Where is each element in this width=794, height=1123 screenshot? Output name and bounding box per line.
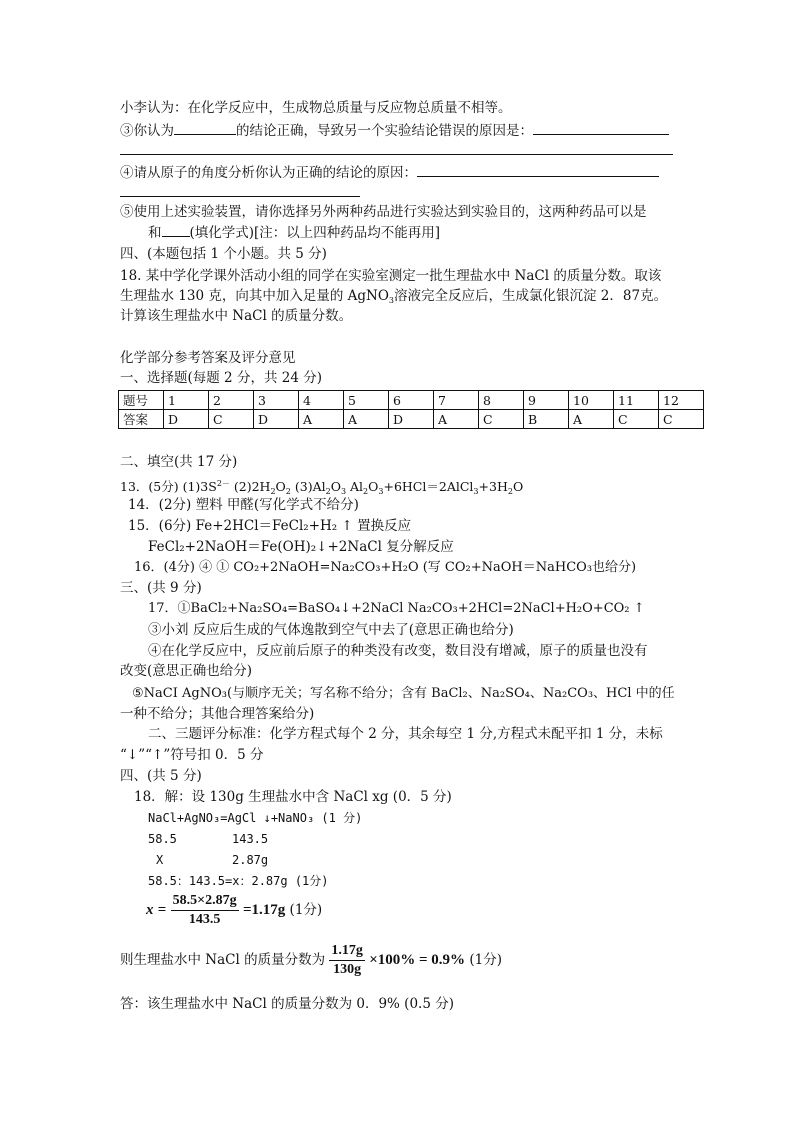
denominator: 143.5 bbox=[188, 912, 221, 927]
section-heading: 四、(本题包括 1 个小题。共 5 分) bbox=[120, 246, 327, 262]
section-heading: 四、(共 5 分) bbox=[120, 768, 202, 784]
table-cell: 5 bbox=[344, 391, 389, 410]
text-line: 计算该生理盐水中 NaCl 的质量分数。 bbox=[120, 308, 353, 324]
percentage-equation bbox=[120, 942, 502, 979]
section-heading: 三、(共 9 分) bbox=[120, 580, 202, 596]
table-cell: 3 bbox=[254, 391, 299, 410]
text-span: 生理盐水 130 克，向其中加入足量的 AgNO bbox=[120, 288, 389, 304]
table-cell: 9 bbox=[524, 391, 569, 410]
question-4-line bbox=[120, 162, 659, 183]
superscript: 2－ bbox=[216, 479, 230, 488]
table-cell: C bbox=[659, 410, 704, 429]
table-cell: B bbox=[524, 410, 569, 429]
fraction-equation bbox=[146, 892, 322, 929]
table-cell: 10 bbox=[569, 391, 614, 410]
result: ×100% = 0.9% bbox=[369, 952, 466, 968]
table-cell: C bbox=[614, 410, 659, 429]
text-span: O bbox=[512, 479, 524, 494]
table-cell: C bbox=[209, 410, 254, 429]
question-5-line bbox=[148, 222, 440, 243]
result: =1.17g bbox=[242, 902, 286, 918]
table-cell: D bbox=[164, 410, 209, 429]
subscript: 2 bbox=[270, 487, 276, 496]
answer-line bbox=[120, 154, 673, 155]
answer-17-b: ③小刘 反应后生成的气体逸散到空气中去了(意思正确也给分) bbox=[148, 622, 514, 638]
q5-and: 和 bbox=[148, 225, 162, 241]
numerator: 58.5×2.87g bbox=[171, 892, 239, 911]
numerator: 1.17g bbox=[329, 942, 365, 961]
variable: x bbox=[146, 902, 154, 918]
solution-line: 58.5：143.5=x：2.87g (1分) bbox=[148, 874, 329, 888]
q5-note: (填化学式)[注：以上四种药品均不能再用] bbox=[189, 225, 441, 241]
fraction bbox=[329, 942, 365, 979]
text-span: (3)Al bbox=[290, 479, 326, 494]
text-line: ⑤使用上述实验装置，请你选择另外两种药品进行实验达到实验目的，这两种药品可以是 bbox=[120, 204, 647, 220]
answer-17: 17．①BaCl₂+Na₂SO₄=BaSO₄↓+2NaCl Na₂CO₃+2HCl=2NaCl+H₂O+CO₂ ↑ bbox=[148, 601, 645, 616]
text-line: 小李认为：在化学反应中，生成物总质量与反应物总质量不相等。 bbox=[120, 100, 512, 116]
answer-blank bbox=[417, 162, 659, 177]
text-span: O bbox=[368, 479, 379, 494]
answer-blank bbox=[174, 120, 236, 135]
final-answer: 答：该生理盐水中 NaCl 的质量分数为 0．9% (0.5 分) bbox=[120, 996, 454, 1012]
q3-suffix: 的结论正确，导致另一个实验结论错误的原因是： bbox=[236, 123, 533, 139]
equals: = bbox=[157, 902, 167, 918]
solution-line: 2.87g bbox=[232, 853, 269, 867]
text-span: Al bbox=[346, 479, 364, 494]
answer-14: 14．(2分) 塑料 甲醛(写化学式不给分) bbox=[128, 497, 359, 513]
subscript: 3 bbox=[340, 487, 347, 496]
table-cell: A bbox=[299, 410, 344, 429]
solution-line: 143.5 bbox=[232, 832, 269, 846]
table-cell: 4 bbox=[299, 391, 344, 410]
table-cell: 2 bbox=[209, 391, 254, 410]
answer-15: 15．(6分) Fe+2HCl＝FeCl₂+H₂ ↑ 置换反应 bbox=[128, 518, 412, 534]
text-span: 则生理盐水中 NaCl 的质量分数为 bbox=[120, 952, 326, 968]
text-span: O bbox=[275, 479, 286, 494]
q4-text: ④请从原子的角度分析你认为正确的结论的原因： bbox=[120, 165, 417, 181]
table-cell: 答案 bbox=[119, 410, 164, 429]
points: (1分) bbox=[289, 902, 323, 918]
subscript: 2 bbox=[325, 487, 331, 496]
q3-prefix: ③你认为 bbox=[120, 123, 174, 139]
table-cell: 1 bbox=[164, 391, 209, 410]
answer-17-f: 一种不给分；其他合理答案给分) bbox=[120, 706, 315, 722]
answer-blank bbox=[162, 222, 190, 237]
table-cell: A bbox=[344, 410, 389, 429]
grading-note: “↓”“↑”符号扣 0．5 分 bbox=[120, 747, 264, 763]
question-3-line bbox=[120, 120, 669, 141]
grading-note: 二、三题评分标准：化学方程式每个 2 分，其余每空 1 分,方程式未配平扣 1 分，未标 bbox=[148, 726, 663, 742]
answer-17-c: ④在化学反应中，反应前后原子的种类没有改变，数目没有增减，原子的质量也没有 bbox=[148, 643, 648, 659]
answer-table bbox=[118, 390, 704, 429]
points: (1分) bbox=[469, 952, 502, 968]
answer-title: 化学部分参考答案及评分意见 bbox=[120, 350, 296, 366]
solution-line: 18．解：设 130g 生理盐水中含 NaCl xg (0．5 分) bbox=[134, 789, 452, 805]
text-span: +6HCl＝2AlCl bbox=[383, 479, 474, 494]
fraction bbox=[171, 892, 239, 929]
table-row bbox=[119, 391, 704, 410]
answer-blank bbox=[533, 120, 669, 135]
text-span: +3H bbox=[478, 479, 508, 494]
table-cell: 题号 bbox=[119, 391, 164, 410]
table-cell: 7 bbox=[434, 391, 479, 410]
text-span: 溶液完全反应后，生成氯化银沉淀 2．87克。 bbox=[394, 288, 668, 304]
section-heading: 一、选择题(每题 2 分，共 24 分) bbox=[120, 370, 322, 386]
solution-line: X bbox=[156, 853, 164, 867]
subscript: 2 bbox=[507, 487, 513, 496]
subscript: 3 bbox=[388, 296, 395, 305]
subscript: 2 bbox=[285, 487, 291, 496]
table-cell: A bbox=[569, 410, 614, 429]
subscript: 3 bbox=[378, 487, 384, 496]
text-line: 18. 某中学化学课外活动小组的同学在实验室测定一批生理盐水中 NaCl 的质量分数。取该 bbox=[120, 268, 662, 284]
subscript: 2 bbox=[363, 487, 369, 496]
table-cell: 8 bbox=[479, 391, 524, 410]
answer-line bbox=[120, 196, 360, 197]
table-cell: D bbox=[389, 410, 434, 429]
answer-17-d: 改变(意思正确也给分) bbox=[120, 663, 253, 679]
table-cell: 6 bbox=[389, 391, 434, 410]
table-cell: A bbox=[434, 410, 479, 429]
answer-16: 16．(4分) ④ ① CO₂+2NaOH=Na₂CO₃+H₂O (写 CO₂+NaOH＝NaHCO₃也给分) bbox=[134, 560, 637, 575]
table-cell: C bbox=[479, 410, 524, 429]
table-cell: D bbox=[254, 410, 299, 429]
answer-17-e: ⑤NaCI AgNO₃(与顺序无关；写名称不给分；含有 BaCl₂、Na₂SO₄、Na₂CO₃、HCl 中的任 bbox=[132, 686, 675, 701]
denominator: 130g bbox=[333, 962, 362, 977]
table-cell: 12 bbox=[659, 391, 704, 410]
text-span: O bbox=[330, 479, 341, 494]
subscript: 3 bbox=[473, 487, 479, 496]
text-span: (2)2H bbox=[229, 479, 271, 494]
solution-line: 58.5 bbox=[148, 832, 177, 846]
solution-line: NaCl+AgNO₃=AgCl ↓+NaNO₃ (1 分) bbox=[148, 811, 363, 825]
text-span: 13．(5分) (1)3S bbox=[120, 479, 217, 494]
section-heading: 二、填空(共 17 分) bbox=[120, 454, 238, 470]
answer-15-b: FeCl₂+2NaOH＝Fe(OH)₂↓+2NaCl 复分解反应 bbox=[148, 539, 454, 555]
table-cell: 11 bbox=[614, 391, 659, 410]
table-row bbox=[119, 410, 704, 429]
